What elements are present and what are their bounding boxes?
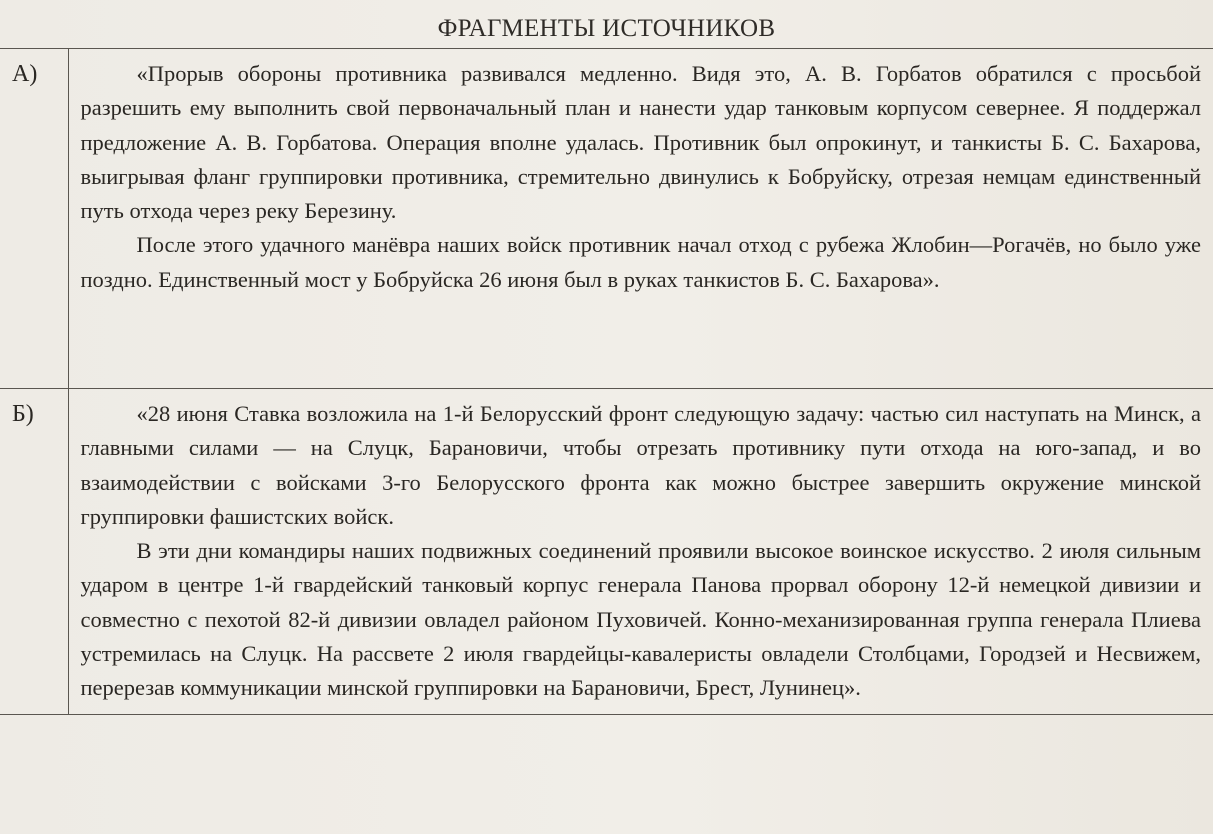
page-title: ФРАГМЕНТЫ ИСТОЧНИКОВ — [437, 15, 776, 42]
source-row-b — [0, 389, 1213, 715]
source-text-b — [68, 389, 1213, 715]
source-a-paragraph-1: «Прорыв обороны противника развивался медленно. Видя это, А. В. Горбатов обратился с просьбой разрешить ему выполнить свой первоначальный план и нанести удар танковым корпусом севернее. Я поддержал предложение А. В. Горбатова. Операция вполне удалась. Противник был опрокинут, и танкисты Б. С. Бахарова, выигрывая фланг группировки противника, стремительно двинулись к Бобруйску, отрезая немцам единственный путь отхода через реку Березину. — [80, 61, 1201, 224]
sources-table — [0, 48, 1213, 715]
source-label-a: А) — [0, 49, 68, 389]
source-b-paragraph-1: «28 июня Ставка возложила на 1-й Белорусский фронт следующую задачу: частью сил наступать на Минск, а главными силами — на Слуцк, Барановичи, чтобы отрезать противнику пути отхода на юго-запад, и во взаимодействии с войсками 3-го Белорусского фронта как можно быстрее завершить окружение минской группировки фашистских войск. — [80, 401, 1201, 529]
source-a-paragraph-2: После этого удачного манёвра наших войск противник начал отход с рубежа Жлобин—Рогачёв, но было уже поздно. Единственный мост у Бобруйска 26 июня был в руках танкистов Б. С. Бахарова». — [80, 232, 1201, 292]
source-text-a — [68, 49, 1213, 389]
source-b-paragraph-2: В эти дни командиры наших подвижных соединений проявили высокое воинское искусство. 2 июля сильным ударом в центре 1-й гвардейский танковый корпус генерала Панова прорвал оборону 12-й немецкой дивизии и совместно с пехотой 82-й дивизии овладел районом Пуховичей. Конно-механизированная группа генерала Плиева устремилась на Слуцк. На рассвете 2 июля гвардейцы-кавалеристы овладели Столбцами, Городзей и Несвижем, перерезав коммуникации минской группировки на Барановичи, Брест, Лунинец». — [80, 538, 1201, 701]
source-row-a — [0, 49, 1213, 389]
source-label-b: Б) — [0, 389, 68, 715]
